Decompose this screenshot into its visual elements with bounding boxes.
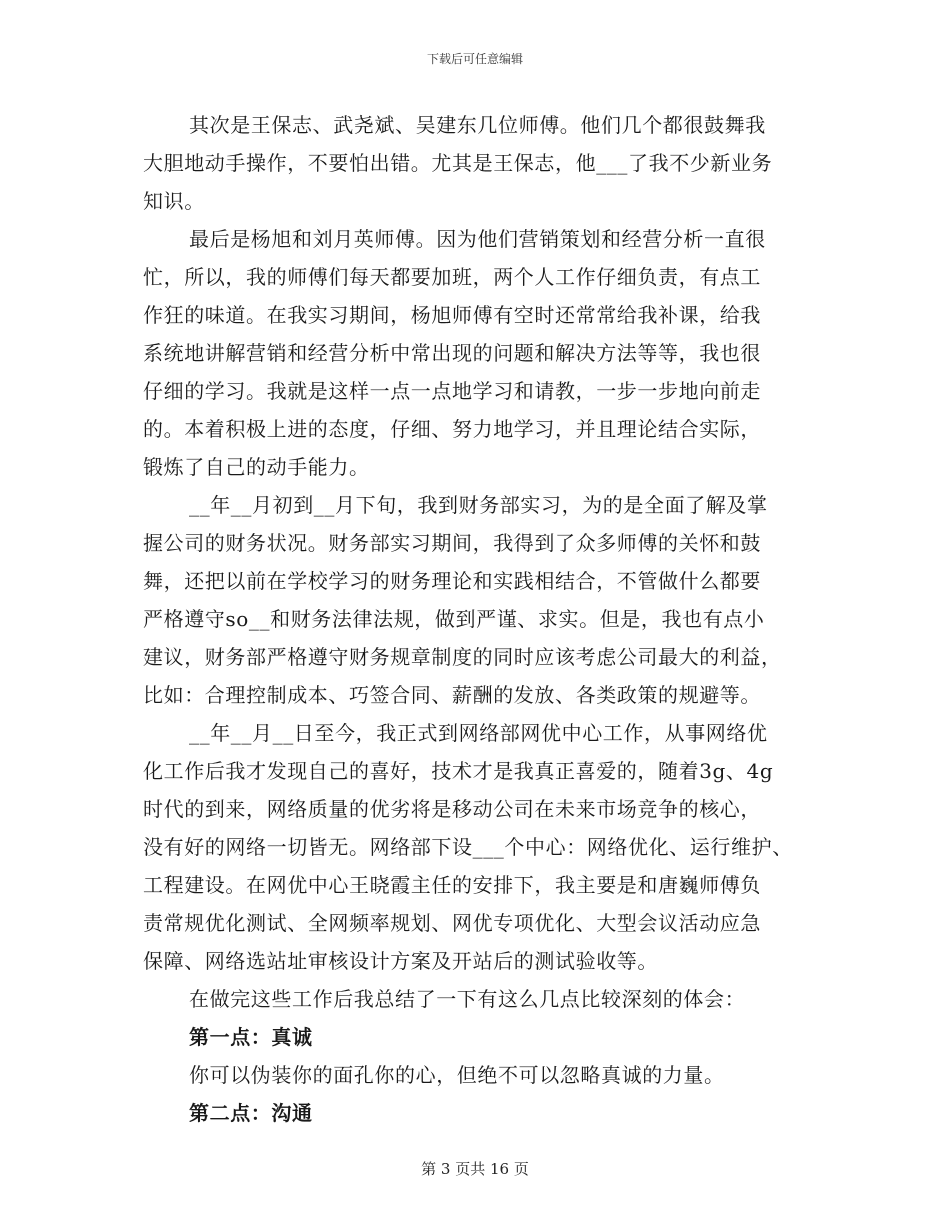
- page-footer: 第 3 页共 16 页: [421, 1160, 529, 1178]
- page-header: 下载后可任意编辑: [426, 52, 523, 66]
- text-line: 比如：合理控制成本、巧签合同、薪酬的发放、各类政策的规避等。: [143, 683, 761, 707]
- text-line: 工程建设。在网优中心王晓霞主任的安排下，我主要是和唐巍师傅负: [143, 873, 761, 897]
- text-line: 系统地讲解营销和经营分析中常出现的问题和解决方法等等，我也很: [143, 341, 761, 365]
- text-line: 仔细的学习。我就是这样一点一点地学习和请教，一步一步地向前走: [143, 379, 761, 403]
- text-line: 你可以伪装你的面孔你的心，但绝不可以忽略真诚的力量。: [189, 1063, 725, 1087]
- text-line: 责常规优化测试、全网频率规划、网优专项优化、大型会议活动应急: [143, 911, 761, 935]
- text-line: 建议，财务部严格遵守财务规章制度的同时应该考虑公司最大的利益，: [143, 645, 782, 669]
- text-line: 没有好的网络一切皆无。网络部下设___个中心：网络优化、运行维护、: [143, 835, 793, 859]
- text-line: 化工作后我才发现自己的喜好，技术才是我真正喜爱的，随着3g、4g: [143, 759, 774, 783]
- section-heading: 第一点：真诚: [189, 1025, 313, 1049]
- text-line: 最后是杨旭和刘月英师傅。因为他们营销策划和经营分析一直很: [189, 227, 766, 251]
- section-heading: 第二点：沟通: [189, 1101, 313, 1125]
- text-line: 锻炼了自己的动手能力。: [143, 455, 370, 479]
- text-line: 在做完这些工作后我总结了一下有这么几点比较深刻的体会：: [189, 987, 746, 1011]
- text-line: 知识。: [143, 189, 205, 213]
- text-line: 作狂的味道。在我实习期间，杨旭师傅有空时还常常给我补课，给我: [143, 303, 761, 327]
- text-line: __年__月初到__月下旬，我到财务部实习，为的是全面了解及掌: [189, 493, 768, 517]
- text-line: 忙，所以，我的师傅们每天都要加班，两个人工作仔细负责，有点工: [143, 265, 761, 289]
- text-line: 时代的到来，网络质量的优劣将是移动公司在未来市场竞争的核心，: [143, 797, 761, 821]
- text-line: 大胆地动手操作，不要怕出错。尤其是王保志，他___了我不少新业务: [143, 151, 773, 175]
- text-line: 其次是王保志、武尧斌、吴建东几位师傅。他们几个都很鼓舞我: [189, 113, 766, 137]
- text-line: __年__月__日至今，我正式到网络部网优中心工作，从事网络优: [189, 721, 768, 745]
- text-line: 握公司的财务状况。财务部实习期间，我得到了众多师傅的关怀和鼓: [143, 531, 761, 555]
- text-line: 严格遵守so__和财务法律法规，做到严谨、求实。但是，我也有点小: [143, 607, 765, 631]
- text-line: 保障、网络选站址审核设计方案及开站后的测试验收等。: [143, 949, 658, 973]
- text-line: 舞，还把以前在学校学习的财务理论和实践相结合，不管做什么都要: [143, 569, 761, 593]
- text-line: 的。本着积极上进的态度，仔细、努力地学习，并且理论结合实际，: [143, 417, 761, 441]
